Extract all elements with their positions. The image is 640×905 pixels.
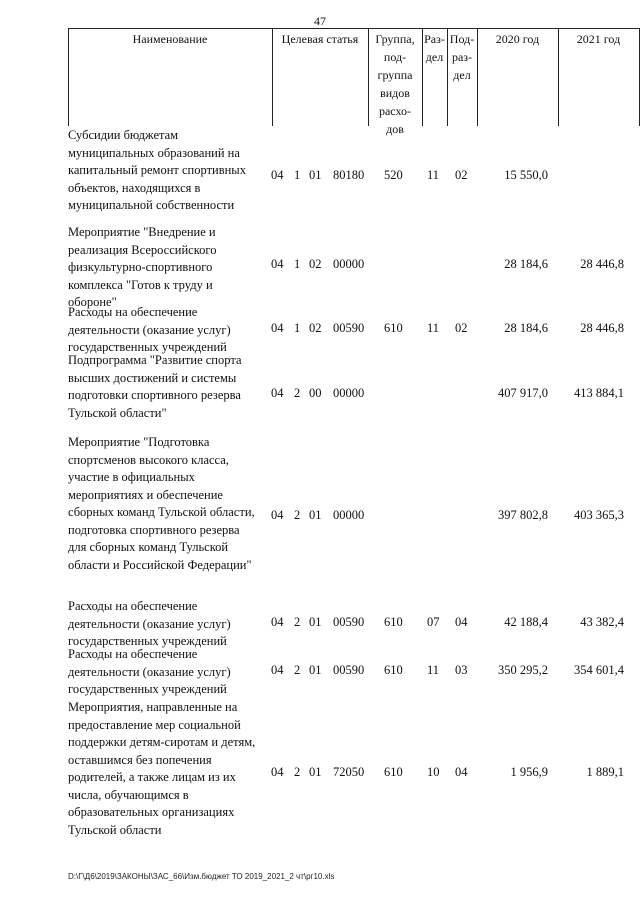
row-name: Расходы на обеспечение деятельности (оказание услуг) государственных учреждений — [68, 305, 231, 354]
target-direction: 80180 — [333, 168, 365, 182]
target-program: 04 — [271, 508, 284, 522]
target-direction: 72050 — [333, 765, 365, 779]
row-name: Подпрограмма "Развитие спорта высших достижений и системы подготовки спортивного резерва Тульской области" — [68, 353, 242, 420]
target-direction: 00000 — [333, 257, 365, 271]
target-program: 04 — [271, 257, 284, 271]
target-event: 01 — [309, 765, 322, 779]
target-event: 00 — [309, 386, 322, 400]
section: 10 — [427, 765, 440, 779]
amount-2021: 28 446,8 — [580, 321, 624, 335]
target-program: 04 — [271, 168, 284, 182]
section: 11 — [427, 321, 440, 335]
amount-2020: 350 295,2 — [498, 663, 548, 677]
amount-2020: 28 184,6 — [504, 321, 548, 335]
subsection: 04 — [455, 765, 468, 779]
amount-2020: 15 550,0 — [504, 168, 548, 182]
amount-2021: 354 601,4 — [574, 663, 624, 677]
amount-2020: 397 802,8 — [498, 508, 548, 522]
header-subsection: Под- раз- дел — [449, 32, 475, 82]
target-program: 04 — [271, 663, 284, 677]
amount-2021: 28 446,8 — [580, 257, 624, 271]
section: 11 — [427, 663, 440, 677]
header-target-article: Целевая статья — [281, 32, 359, 46]
expense-group: 610 — [384, 615, 403, 629]
target-subprogram: 1 — [294, 168, 301, 182]
row-name: Субсидии бюджетам муниципальных образований на капитальный ремонт спортивных объектов, находящихся в муниципальной собственности — [68, 128, 246, 212]
expense-group: 520 — [384, 168, 403, 182]
row-name: Расходы на обеспечение деятельности (оказание услуг) государственных учреждений — [68, 647, 231, 696]
target-event: 01 — [309, 508, 322, 522]
amount-2020: 28 184,6 — [504, 257, 548, 271]
header-section: Раз- дел — [424, 32, 445, 64]
file-path-footer: D:\Г\Д6\2019\ЗАКОНЫ\ЗАС_66\Изм.бюджет ТО 2019_2021_2 чт\рг10.xls — [68, 872, 335, 881]
target-program: 04 — [271, 321, 284, 335]
row-name: Мероприятия, направленные на предоставление мер социальной поддержки детям-сиротам и детям, оставшимся без попечения родителей, а также лицам из их числа, обучающимся в образовательных организациях Тульской области — [68, 700, 256, 837]
target-direction: 00590 — [333, 615, 365, 629]
amount-2020: 42 188,4 — [504, 615, 548, 629]
section: 07 — [427, 615, 440, 629]
row-name: Мероприятие "Внедрение и реализация Всероссийского физкультурно-спортивного комплекса "Готов к труду и обороне" — [68, 225, 217, 309]
amount-2021: 403 365,3 — [574, 508, 624, 522]
target-program: 04 — [271, 386, 284, 400]
target-event: 01 — [309, 663, 322, 677]
target-direction: 00590 — [333, 321, 365, 335]
expense-group: 610 — [384, 321, 403, 335]
subsection: 04 — [455, 615, 468, 629]
amount-2021: 43 382,4 — [580, 615, 624, 629]
target-program: 04 — [271, 765, 284, 779]
expense-group: 610 — [384, 765, 403, 779]
header-name: Наименование — [132, 32, 208, 46]
target-subprogram: 2 — [294, 615, 301, 629]
amount-2020: 407 917,0 — [498, 386, 548, 400]
target-direction: 00000 — [333, 386, 365, 400]
target-subprogram: 2 — [294, 508, 301, 522]
target-subprogram: 2 — [294, 386, 301, 400]
expense-group: 610 — [384, 663, 403, 677]
target-direction: 00590 — [333, 663, 365, 677]
amount-2020: 1 956,9 — [510, 765, 548, 779]
row-name: Расходы на обеспечение деятельности (оказание услуг) государственных учреждений — [68, 599, 231, 648]
target-subprogram: 1 — [294, 321, 301, 335]
target-direction: 00000 — [333, 508, 365, 522]
subsection: 02 — [455, 168, 468, 182]
subsection: 02 — [455, 321, 468, 335]
target-program: 04 — [271, 615, 284, 629]
target-event: 01 — [309, 615, 322, 629]
target-event: 02 — [309, 257, 322, 271]
header-2020: 2020 год — [495, 32, 540, 46]
target-subprogram: 2 — [294, 663, 301, 677]
target-subprogram: 2 — [294, 765, 301, 779]
section: 11 — [427, 168, 440, 182]
row-name: Мероприятие "Подготовка спортсменов высокого класса, участие в официальных мероприятиях и обеспечение сборных команд Тульской области, подготовка спортивного резерва для сборных команд Тульской области и Российской Федерации" — [68, 435, 255, 572]
target-event: 01 — [309, 168, 322, 182]
amount-2021: 1 889,1 — [586, 765, 624, 779]
amount-2021: 413 884,1 — [574, 386, 624, 400]
page-number: 47 — [314, 14, 326, 28]
header-expense-group: Группа, под- группа видов расхо- дов — [375, 32, 415, 136]
header-2021: 2021 год — [576, 32, 621, 46]
target-event: 02 — [309, 321, 322, 335]
subsection: 03 — [455, 663, 468, 677]
target-subprogram: 1 — [294, 257, 301, 271]
